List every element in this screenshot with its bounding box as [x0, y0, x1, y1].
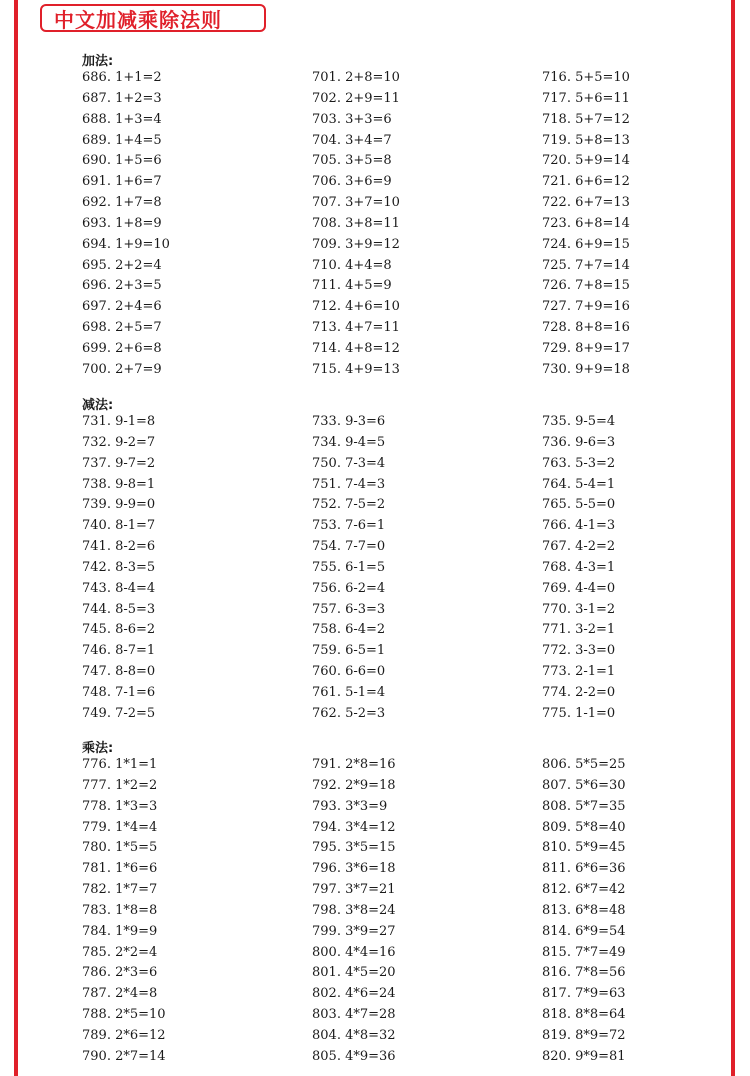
- equation-item: 815. 7*7=49: [542, 944, 626, 960]
- equation-item: 758. 6-4=2: [312, 622, 386, 638]
- equation-item: 776. 1*1=1: [82, 757, 158, 772]
- equation-item: 695. 2+2=4: [82, 257, 162, 273]
- equation-item: 782. 1*7=7: [82, 882, 158, 898]
- equation-item: 777. 1*2=2: [82, 777, 158, 793]
- equation-item: 693. 1+8=9: [82, 215, 162, 231]
- equation-item: 767. 4-2=2: [542, 539, 616, 555]
- equation-item: 784. 1*9=9: [82, 923, 158, 939]
- equation-item: 694. 1+9=10: [82, 236, 170, 252]
- equation-item: 786. 2*3=6: [82, 965, 158, 981]
- equation-item: 732. 9-2=7: [82, 434, 156, 450]
- equation-item: 756. 6-2=4: [312, 580, 386, 596]
- equation-item: 810. 5*9=45: [542, 840, 626, 856]
- equation-item: 691. 1+6=7: [82, 174, 162, 190]
- equation-item: 734. 9-4=5: [312, 434, 386, 450]
- equation-item: 696. 2+3=5: [82, 278, 162, 294]
- equation-item: 716. 5+5=10: [542, 70, 630, 85]
- equation-item: 714. 4+8=12: [312, 340, 400, 356]
- equation-item: 744. 8-5=3: [82, 601, 156, 617]
- equation-item: 766. 4-1=3: [542, 518, 616, 534]
- equation-item: 771. 3-2=1: [542, 622, 616, 638]
- equation-item: 741. 8-2=6: [82, 539, 156, 555]
- equation-item: 738. 9-8=1: [82, 476, 156, 492]
- left-border: [14, 0, 18, 1076]
- equation-item: 785. 2*2=4: [82, 944, 158, 960]
- equation-item: 794. 3*4=12: [312, 819, 396, 835]
- equation-item: 736. 9-6=3: [542, 434, 616, 450]
- equation-item: 692. 1+7=8: [82, 195, 162, 211]
- equation-item: 746. 8-7=1: [82, 643, 156, 659]
- equation-item: 733. 9-3=6: [312, 414, 386, 429]
- equation-item: 701. 2+8=10: [312, 70, 400, 85]
- equation-item: 705. 3+5=8: [312, 153, 392, 169]
- equation-item: 768. 4-3=1: [542, 559, 616, 575]
- equation-item: 764. 5-4=1: [542, 476, 616, 492]
- section-label-subtraction: 减法:: [82, 398, 114, 413]
- equation-item: 697. 2+4=6: [82, 299, 162, 315]
- equation-item: 711. 4+5=9: [312, 278, 392, 294]
- equation-item: 778. 1*3=3: [82, 798, 158, 814]
- equation-item: 813. 6*8=48: [542, 902, 626, 918]
- equation-item: 752. 7-5=2: [312, 497, 386, 513]
- equation-item: 699. 2+6=8: [82, 340, 162, 356]
- equation-item: 769. 4-4=0: [542, 580, 616, 596]
- equation-item: 712. 4+6=10: [312, 299, 400, 315]
- equation-item: 745. 8-6=2: [82, 622, 156, 638]
- equation-item: 790. 2*7=14: [82, 1048, 166, 1064]
- equation-item: 807. 5*6=30: [542, 777, 626, 793]
- equation-item: 728. 8+8=16: [542, 320, 630, 336]
- equation-item: 816. 7*8=56: [542, 965, 626, 981]
- equation-item: 792. 2*9=18: [312, 777, 396, 793]
- equation-item: 804. 4*8=32: [312, 1027, 396, 1043]
- equation-item: 763. 5-3=2: [542, 455, 616, 471]
- equation-item: 713. 4+7=11: [312, 320, 400, 336]
- equation-item: 757. 6-3=3: [312, 601, 386, 617]
- equation-item: 717. 5+6=11: [542, 90, 630, 106]
- equation-item: 689. 1+4=5: [82, 132, 162, 148]
- equation-item: 730. 9+9=18: [542, 361, 630, 377]
- equation-item: 725. 7+7=14: [542, 257, 630, 273]
- equation-item: 808. 5*7=35: [542, 798, 626, 814]
- equation-item: 687. 1+2=3: [82, 90, 162, 106]
- equation-item: 761. 5-1=4: [312, 684, 386, 700]
- equation-item: 742. 8-3=5: [82, 559, 156, 575]
- equation-item: 797. 3*7=21: [312, 882, 396, 898]
- section-label-addition: 加法:: [82, 54, 114, 69]
- equation-item: 806. 5*5=25: [542, 757, 626, 772]
- equation-item: 770. 3-1=2: [542, 601, 616, 617]
- equation-item: 722. 6+7=13: [542, 195, 630, 211]
- equation-item: 747. 8-8=0: [82, 664, 156, 680]
- equation-item: 765. 5-5=0: [542, 497, 616, 513]
- equation-item: 731. 9-1=8: [82, 414, 156, 429]
- equation-item: 811. 6*6=36: [542, 861, 626, 877]
- equation-item: 755. 6-1=5: [312, 559, 386, 575]
- equation-item: 787. 2*4=8: [82, 986, 158, 1002]
- multiplication-column-3: [542, 755, 626, 1068]
- equation-item: 708. 3+8=11: [312, 215, 400, 231]
- equation-item: 721. 6+6=12: [542, 174, 630, 190]
- equation-item: 719. 5+8=13: [542, 132, 630, 148]
- equation-item: 773. 2-1=1: [542, 664, 616, 680]
- equation-item: 812. 6*7=42: [542, 882, 626, 898]
- equation-item: 817. 7*9=63: [542, 986, 626, 1002]
- equation-item: 803. 4*7=28: [312, 1007, 396, 1023]
- equation-item: 754. 7-7=0: [312, 539, 386, 555]
- equation-item: 686. 1+1=2: [82, 70, 162, 85]
- subtraction-column-3: [542, 412, 615, 725]
- equation-item: 801. 4*5=20: [312, 965, 396, 981]
- equation-item: 796. 3*6=18: [312, 861, 396, 877]
- equation-item: 791. 2*8=16: [312, 757, 396, 772]
- equation-item: 710. 4+4=8: [312, 257, 392, 273]
- equation-item: 800. 4*4=16: [312, 944, 396, 960]
- equation-item: 759. 6-5=1: [312, 643, 386, 659]
- equation-item: 788. 2*5=10: [82, 1007, 166, 1023]
- equation-item: 795. 3*5=15: [312, 840, 396, 856]
- equation-item: 750. 7-3=4: [312, 455, 386, 471]
- equation-item: 753. 7-6=1: [312, 518, 386, 534]
- equation-item: 809. 5*8=40: [542, 819, 626, 835]
- equation-item: 789. 2*6=12: [82, 1027, 166, 1043]
- equation-item: 751. 7-4=3: [312, 476, 386, 492]
- equation-item: 779. 1*4=4: [82, 819, 158, 835]
- equation-item: 781. 1*6=6: [82, 861, 158, 877]
- equation-item: 706. 3+6=9: [312, 174, 392, 190]
- page-title: 中文加减乘除法则: [40, 4, 266, 32]
- equation-item: 690. 1+5=6: [82, 153, 162, 169]
- equation-item: 737. 9-7=2: [82, 455, 156, 471]
- equation-item: 819. 8*9=72: [542, 1027, 626, 1043]
- equation-item: 740. 8-1=7: [82, 518, 156, 534]
- equation-item: 749. 7-2=5: [82, 705, 156, 721]
- equation-item: 805. 4*9=36: [312, 1048, 396, 1064]
- equation-item: 748. 7-1=6: [82, 684, 156, 700]
- equation-item: 729. 8+9=17: [542, 340, 630, 356]
- equation-item: 718. 5+7=12: [542, 111, 630, 127]
- section-label-multiplication: 乘法:: [82, 741, 114, 756]
- equation-item: 774. 2-2=0: [542, 684, 616, 700]
- equation-item: 775. 1-1=0: [542, 705, 616, 721]
- equation-item: 704. 3+4=7: [312, 132, 392, 148]
- equation-item: 802. 4*6=24: [312, 986, 396, 1002]
- equation-item: 798. 3*8=24: [312, 902, 396, 918]
- equation-item: 799. 3*9=27: [312, 923, 396, 939]
- multiplication-column-1: [82, 755, 166, 1068]
- equation-item: 780. 1*5=5: [82, 840, 158, 856]
- equation-item: 715. 4+9=13: [312, 361, 400, 377]
- multiplication-column-2: [312, 755, 396, 1068]
- equation-item: 707. 3+7=10: [312, 195, 400, 211]
- equation-item: 818. 8*8=64: [542, 1007, 626, 1023]
- equation-item: 793. 3*3=9: [312, 798, 388, 814]
- right-border: [731, 0, 735, 1076]
- equation-item: 724. 6+9=15: [542, 236, 630, 252]
- equation-item: 698. 2+5=7: [82, 320, 162, 336]
- equation-item: 783. 1*8=8: [82, 902, 158, 918]
- equation-item: 743. 8-4=4: [82, 580, 156, 596]
- equation-item: 720. 5+9=14: [542, 153, 630, 169]
- equation-item: 700. 2+7=9: [82, 361, 162, 377]
- equation-item: 739. 9-9=0: [82, 497, 156, 513]
- equation-item: 762. 5-2=3: [312, 705, 386, 721]
- equation-item: 760. 6-6=0: [312, 664, 386, 680]
- equation-item: 709. 3+9=12: [312, 236, 400, 252]
- addition-column-2: [312, 68, 400, 381]
- subtraction-column-1: [82, 412, 155, 725]
- addition-column-1: [82, 68, 170, 381]
- equation-item: 727. 7+9=16: [542, 299, 630, 315]
- equation-item: 772. 3-3=0: [542, 643, 616, 659]
- equation-item: 726. 7+8=15: [542, 278, 630, 294]
- equation-item: 723. 6+8=14: [542, 215, 630, 231]
- addition-column-3: [542, 68, 630, 381]
- equation-item: 703. 3+3=6: [312, 111, 392, 127]
- equation-item: 820. 9*9=81: [542, 1048, 626, 1064]
- subtraction-column-2: [312, 412, 385, 725]
- equation-item: 688. 1+3=4: [82, 111, 162, 127]
- equation-item: 735. 9-5=4: [542, 414, 616, 429]
- equation-item: 702. 2+9=11: [312, 90, 400, 106]
- equation-item: 814. 6*9=54: [542, 923, 626, 939]
